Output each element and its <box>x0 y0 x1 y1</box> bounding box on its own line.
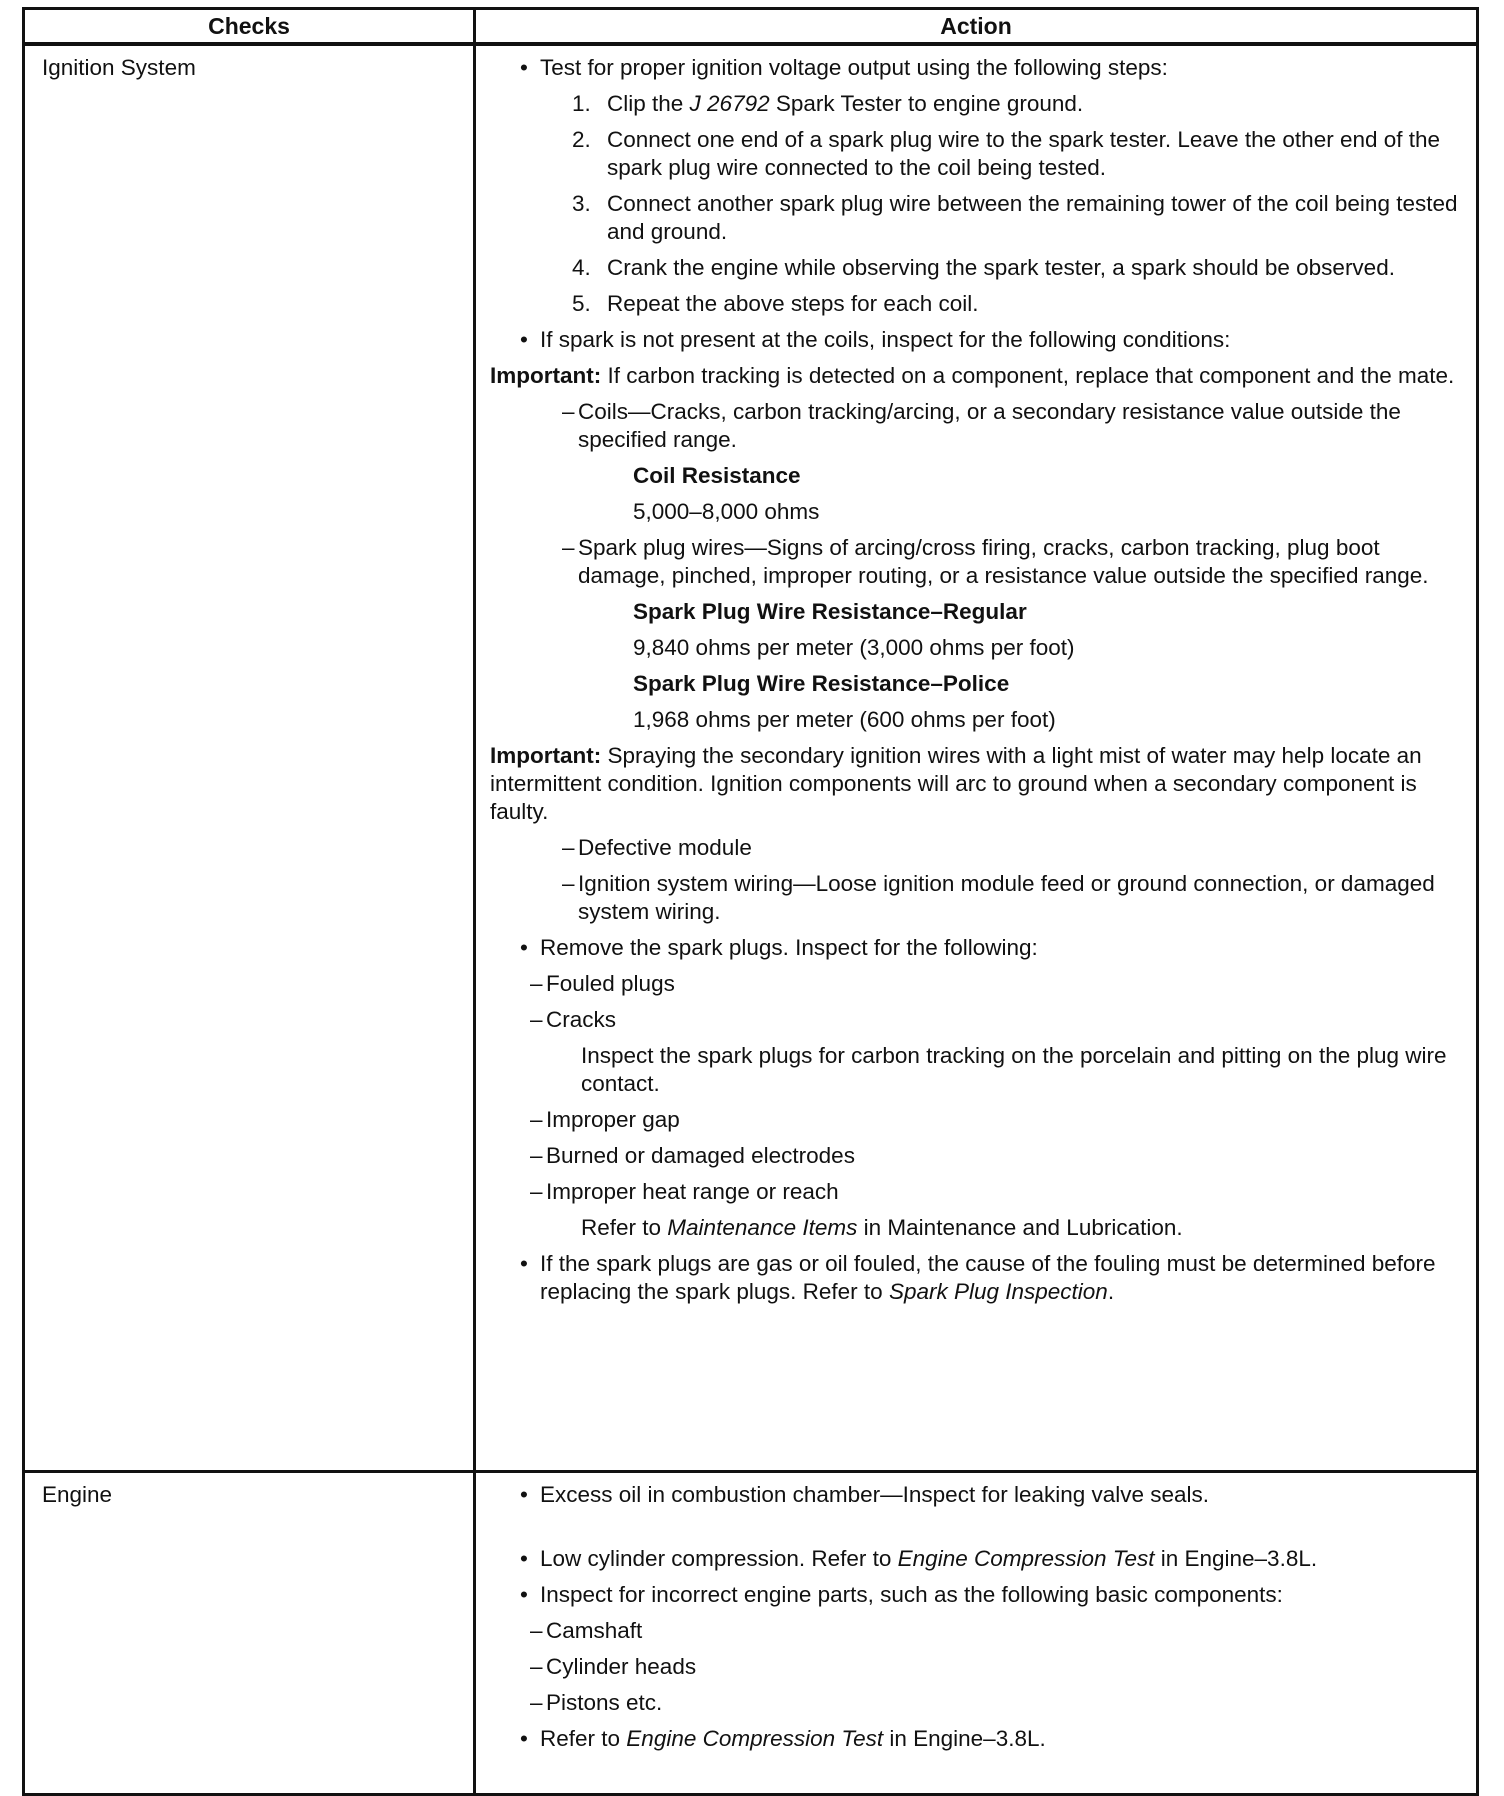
bullet-text: . <box>1107 1279 1115 1304</box>
step-2 <box>490 126 1462 182</box>
bullet-low-compression <box>490 1545 1462 1573</box>
step-text: Spark Tester to engine ground. <box>769 91 1084 116</box>
step-text: Clip the <box>607 91 690 116</box>
bullet-text: in Engine–3.8L. <box>1154 1546 1318 1571</box>
step-text: Connect one end of a spark plug wire to the spark tester. Leave the other end of the spark plug wire connected to the coil being tested. <box>607 127 1441 180</box>
important-note-carbon <box>490 362 1462 390</box>
step-number: 3. <box>572 191 591 216</box>
spec-value-wire-regular: 9,840 ohms per meter (3,000 ohms per foot) <box>633 635 1075 660</box>
diagnostic-checks-table <box>22 7 1479 1796</box>
step-text: Connect another spark plug wire between the remaining tower of the coil being tested and ground. <box>607 191 1458 244</box>
ref-link-text: Engine Compression Test <box>626 1726 884 1751</box>
step-number: 5. <box>572 291 591 316</box>
item-text: Improper heat range or reach <box>546 1179 839 1204</box>
item-text: Defective module <box>578 835 752 860</box>
bullet-text: in Engine–3.8L. <box>883 1726 1046 1751</box>
step-text: Repeat the above steps for each coil. <box>607 291 979 316</box>
item-text: Pistons etc. <box>546 1690 663 1715</box>
item-defective-module: – Defective module <box>562 835 752 860</box>
item-cracks: – Cracks <box>530 1007 617 1032</box>
bullet-text: Low cylinder compression. Refer to <box>540 1546 898 1571</box>
item-cylinder-heads: – Cylinder heads <box>530 1654 697 1679</box>
table-row-ignition <box>24 44 1478 1472</box>
bullet-incorrect-parts: • Inspect for incorrect engine parts, such as the following basic components: <box>490 1581 1462 1609</box>
ref-link-text: Spark Plug Inspection <box>888 1279 1108 1304</box>
ref-link-text: Engine Compression Test <box>897 1546 1155 1571</box>
refer-maintenance <box>490 1214 1462 1242</box>
step-number: 2. <box>572 127 591 152</box>
table-header-row <box>24 9 1478 45</box>
spec-value-wire-police: 1,968 ohms per meter (600 ohms per foot) <box>633 707 1056 732</box>
check-cell-engine: Engine <box>24 1472 475 1795</box>
checks-column-header: Checks <box>24 9 475 45</box>
bullet-fouled-cause <box>490 1250 1462 1306</box>
item-ignition-wiring: – Ignition system wiring—Loose ignition module feed or ground connection, or damaged system wiring. <box>562 871 1435 924</box>
item-pistons: – Pistons etc. <box>530 1690 663 1715</box>
tool-number: J 26792 <box>689 91 770 116</box>
bullet-remove-plugs: • Remove the spark plugs. Inspect for the following: <box>490 934 1462 962</box>
important-text: Spraying the secondary ignition wires with a light mist of water may help locate an intermittent condition. Ignition components will arc to ground when a secondary component is faulty. <box>490 743 1422 824</box>
spec-title-wire-regular: Spark Plug Wire Resistance–Regular <box>633 599 1027 624</box>
item-text: Cracks <box>546 1007 617 1032</box>
action-cell-engine <box>475 1472 1478 1795</box>
table-row-engine <box>24 1472 1478 1795</box>
action-cell-ignition <box>475 44 1478 1472</box>
item-camshaft: – Camshaft <box>530 1618 643 1643</box>
ref-link-text: Maintenance Items <box>667 1215 858 1240</box>
spec-value-coil-resistance: 5,000–8,000 ohms <box>633 499 820 524</box>
bullet-excess-oil: • Excess oil in combustion chamber—Inspect for leaking valve seals. <box>490 1481 1462 1509</box>
item-text: Ignition system wiring—Loose ignition module feed or ground connection, or damaged system wiring. <box>578 871 1435 924</box>
item-text: Improper gap <box>546 1107 680 1132</box>
bullet-voltage-test: • Test for proper ignition voltage output using the following steps: <box>490 54 1462 82</box>
important-text: If carbon tracking is detected on a component, replace that component and the mate. <box>601 363 1455 388</box>
step-3 <box>490 190 1462 246</box>
step-text: Crank the engine while observing the spark tester, a spark should be observed. <box>607 255 1395 280</box>
item-spark-plug-wires: – Spark plug wires—Signs of arcing/cross firing, cracks, carbon tracking, plug boot damage, pinched, improper routing, or a resistance value outside the specified range. <box>562 535 1429 588</box>
spec-title-wire-police: Spark Plug Wire Resistance–Police <box>633 671 1010 696</box>
inspect-note: Inspect the spark plugs for carbon tracking on the porcelain and pitting on the plug wire contact. <box>581 1043 1447 1096</box>
action-column-header: Action <box>475 9 1478 45</box>
step-number: 4. <box>572 255 591 280</box>
bullet-no-spark: • If spark is not present at the coils, inspect for the following conditions: <box>490 326 1462 354</box>
check-cell-ignition: Ignition System <box>24 44 475 1472</box>
step-1 <box>490 90 1462 118</box>
important-label: Important: <box>490 363 602 388</box>
bullet-text: Refer to <box>540 1726 627 1751</box>
item-improper-gap: – Improper gap <box>530 1107 680 1132</box>
item-text: Fouled plugs <box>546 971 675 996</box>
spec-title-coil-resistance: Coil Resistance <box>633 463 801 488</box>
item-text: Coils—Cracks, carbon tracking/arcing, or a secondary resistance value outside the specified range. <box>578 399 1401 452</box>
step-4 <box>490 254 1462 282</box>
item-fouled-plugs: – Fouled plugs <box>530 971 675 996</box>
item-text: Camshaft <box>546 1618 643 1643</box>
bullet-text: If the spark plugs are gas or oil fouled, the cause of the fouling must be determined before replacing the spark plugs. Refer to <box>540 1251 1436 1304</box>
item-text: Cylinder heads <box>546 1654 697 1679</box>
step-number: 1. <box>572 91 591 116</box>
important-note-water-mist <box>490 742 1462 826</box>
item-text: Spark plug wires—Signs of arcing/cross firing, cracks, carbon tracking, plug boot damage, pinched, improper routing, or a resistance value outside the specified range. <box>578 535 1429 588</box>
ref-text: Refer to <box>581 1215 668 1240</box>
important-label: Important: <box>490 743 602 768</box>
item-burned-electrodes: – Burned or damaged electrodes <box>530 1143 855 1168</box>
bullet-refer-compression <box>490 1725 1462 1753</box>
ref-text: in Maintenance and Lubrication. <box>857 1215 1183 1240</box>
item-text: Burned or damaged electrodes <box>546 1143 855 1168</box>
step-5 <box>490 290 1462 318</box>
item-coils: – Coils—Cracks, carbon tracking/arcing, or a secondary resistance value outside the specified range. <box>562 399 1401 452</box>
item-heat-range: – Improper heat range or reach <box>530 1179 839 1204</box>
